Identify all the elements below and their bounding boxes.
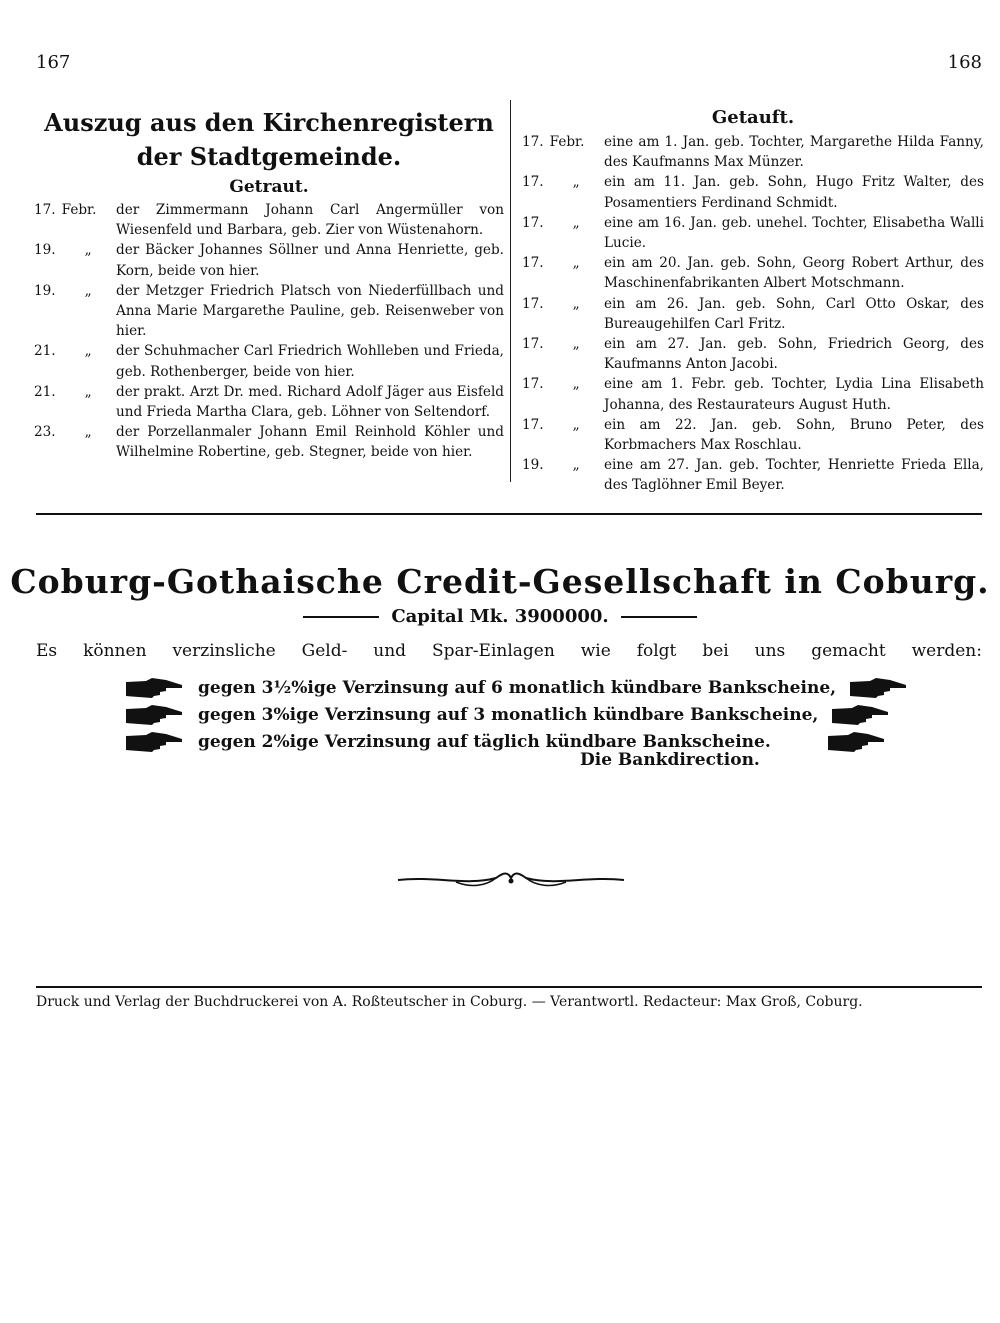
ad-capital-line: [270, 606, 730, 627]
separator-footer: [36, 986, 982, 988]
entry-text: der Porzellanmaler Johann Emil Reinhold Köhler und Wilhelmine Robertine, geb. Stegner, beide von hier.: [116, 424, 504, 461]
entry-month: „: [572, 214, 580, 231]
entry-day: 17.: [522, 416, 544, 433]
pointing-hand-icon: [828, 732, 886, 752]
entry-text: der Metzger Friedrich Platsch von Niederfüllbach und Anna Marie Margarethe Pauline, geb. Reisenweber von hier.: [116, 282, 504, 340]
entry-text: ein am 27. Jan. geb. Sohn, Friedrich Georg, des Kaufmanns Anton Jacobi.: [604, 336, 984, 373]
baptism-list: [522, 132, 984, 496]
entry-month: „: [572, 336, 580, 353]
ad-signature: Die Bankdirection.: [580, 750, 760, 770]
entry-month: „: [84, 343, 92, 360]
entry-date: [522, 334, 604, 374]
entry-date: [522, 374, 604, 414]
dash-left: [303, 616, 379, 618]
entry-date: [34, 200, 116, 240]
list-item: [522, 374, 984, 414]
entry-month: „: [84, 424, 92, 441]
rate-list: [126, 674, 886, 755]
ornament-divider-icon: [396, 864, 626, 894]
marriage-list: [34, 200, 504, 463]
main-title-line2: der Stadtgemeinde.: [136, 142, 402, 171]
list-item: [34, 422, 504, 462]
right-column: [522, 106, 984, 496]
list-item: [522, 253, 984, 293]
entry-date: [522, 132, 604, 172]
list-item: [522, 172, 984, 212]
list-item: [34, 281, 504, 342]
entry-day: 17.: [522, 214, 544, 231]
ad-intro: Es können verzinsliche Geld- und Spar-Einlagen wie folgt bei uns gemacht werden:: [36, 641, 982, 661]
entry-day: 17.: [522, 255, 544, 272]
entry-text: der Bäcker Johannes Söllner und Anna Henriette, geb. Korn, beide von hier.: [116, 242, 504, 279]
entry-day: 19.: [522, 457, 544, 474]
entry-day: 17.: [522, 336, 544, 353]
rate-text: gegen 3½%ige Verzinsung auf 6 monatlich kündbare Bankscheine,: [198, 677, 837, 698]
entry-month: „: [572, 457, 580, 474]
entry-text: ein am 26. Jan. geb. Sohn, Carl Otto Oskar, des Bureaugehilfen Carl Fritz.: [604, 295, 984, 332]
entry-month: „: [572, 376, 580, 393]
entry-month: Febr.: [549, 134, 585, 150]
list-item: [34, 341, 504, 381]
dash-right: [621, 616, 697, 618]
entry-month: „: [572, 255, 580, 272]
list-item: [522, 132, 984, 172]
pointing-hand-icon: [126, 678, 184, 698]
column-divider: [510, 100, 511, 482]
entry-day: 17.: [34, 202, 56, 218]
entry-month: „: [84, 242, 92, 259]
separator-top: [36, 513, 982, 515]
list-item: [34, 382, 504, 422]
pointing-hand-icon: [832, 705, 890, 725]
entry-date: [34, 240, 116, 280]
entry-text: ein am 11. Jan. geb. Sohn, Hugo Fritz Walter, des Posamentiers Ferdinand Schmidt.: [604, 174, 984, 211]
entry-text: ein am 20. Jan. geb. Sohn, Georg Robert Arthur, des Maschinenfabrikanten Albert Motschmann.: [604, 255, 984, 292]
entry-date: [34, 422, 116, 462]
entry-month: Febr.: [61, 202, 97, 218]
entry-day: 17.: [522, 174, 544, 191]
entry-date: [522, 415, 604, 455]
entry-month: „: [84, 282, 92, 299]
list-item: [522, 455, 984, 495]
entry-day: 23.: [34, 424, 56, 441]
footer-imprint: Druck und Verlag der Buchdruckerei von A. Roßteutscher in Coburg. — Verantwortl. Redacteur: Max Groß, Coburg.: [36, 994, 863, 1010]
list-item: [34, 200, 504, 240]
entry-text: ein am 22. Jan. geb. Sohn, Bruno Peter, des Korbmachers Max Roschlau.: [604, 416, 984, 454]
entry-month: „: [572, 416, 580, 433]
list-item: [522, 213, 984, 253]
entry-month: „: [84, 383, 92, 400]
rate-row: [126, 701, 886, 728]
entry-day: 21.: [34, 383, 56, 400]
ad-capital: Capital Mk. 3900000.: [391, 606, 609, 627]
left-column: [34, 106, 504, 463]
entry-date: [34, 341, 116, 381]
section-title-marriages: Getraut.: [229, 177, 309, 197]
entry-text: eine am 27. Jan. geb. Tochter, Henriette Frieda Ella, des Taglöhner Emil Beyer.: [604, 457, 984, 494]
entry-date: [522, 172, 604, 212]
entry-date: [34, 382, 116, 422]
ad-title: Coburg-Gothaische Credit-Gesellschaft in Coburg.: [10, 562, 990, 601]
entry-day: 19.: [34, 282, 56, 299]
entry-date: [34, 281, 116, 342]
page-number-right: 168: [947, 52, 982, 73]
entry-day: 17.: [522, 134, 544, 150]
pointing-hand-icon: [850, 678, 908, 698]
list-item: [34, 240, 504, 280]
entry-day: 21.: [34, 343, 56, 360]
entry-text: eine am 1. Jan. geb. Tochter, Margarethe Hilda Fanny, des Kaufmanns Max Münzer.: [604, 134, 984, 171]
entry-date: [522, 294, 604, 334]
page-number-left: 167: [36, 52, 71, 73]
entry-date: [522, 253, 604, 293]
section-title-baptisms: Getauft.: [711, 107, 795, 128]
rate-text: gegen 3%ige Verzinsung auf 3 monatlich kündbare Bankscheine,: [198, 704, 819, 725]
entry-day: 17.: [522, 376, 544, 393]
entry-text: der Schuhmacher Carl Friedrich Wohlleben und Frieda, geb. Rothenberger, beide von hier.: [116, 343, 504, 380]
pointing-hand-icon: [126, 732, 184, 752]
rate-text: gegen 2%ige Verzinsung auf täglich kündbare Bankscheine.: [198, 731, 771, 752]
pointing-hand-icon: [126, 705, 184, 725]
entry-month: „: [572, 174, 580, 191]
entry-text: der prakt. Arzt Dr. med. Richard Adolf Jäger aus Eisfeld und Frieda Martha Clara, geb. Löhner von Seltendorf.: [116, 383, 504, 421]
entry-text: eine am 1. Febr. geb. Tochter, Lydia Lina Elisabeth Johanna, des Restaurateurs August Huth.: [604, 376, 984, 413]
entry-month: „: [572, 295, 580, 312]
rate-row: [126, 728, 886, 755]
entry-date: [522, 213, 604, 253]
entry-day: 17.: [522, 295, 544, 312]
entry-date: [522, 455, 604, 495]
entry-text: eine am 16. Jan. geb. unehel. Tochter, Elisabetha Walli Lucie.: [604, 214, 984, 252]
entry-text: der Zimmermann Johann Carl Angermüller von Wiesenfeld und Barbara, geb. Zier von Wüstenahorn.: [116, 202, 504, 239]
list-item: [522, 415, 984, 455]
main-title-line1: Auszug aus den Kirchenregistern: [44, 108, 494, 137]
list-item: [522, 294, 984, 334]
entry-day: 19.: [34, 242, 56, 259]
rate-row: [126, 674, 886, 701]
list-item: [522, 334, 984, 374]
